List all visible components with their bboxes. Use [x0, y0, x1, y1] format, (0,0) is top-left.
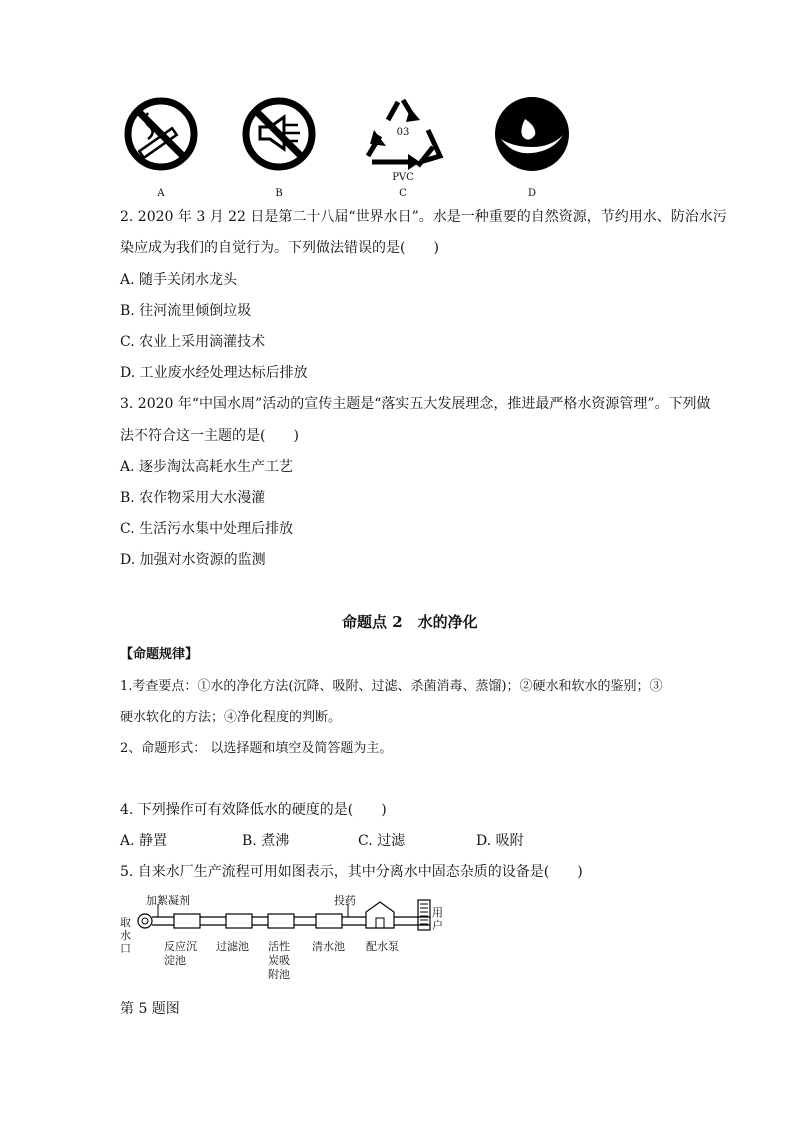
q3-option-c: C. 生活污水集中处理后排放 [120, 521, 294, 537]
q2-option-a: A. 随手关闭水龙头 [120, 272, 238, 288]
q3-stem-line2: 法不符合这一主题的是( ) [120, 428, 299, 444]
q2-option-c: C. 农业上采用滴灌技术 [120, 334, 266, 350]
symbol-label-c: C [399, 188, 407, 199]
q4-option-b: B. 煮沸 [242, 833, 290, 849]
recycle-text: PVC [392, 172, 414, 183]
intake-pump-shape [138, 914, 152, 928]
q3-option-d: D. 加强对水资源的监测 [120, 552, 266, 568]
clear-water-tank-shape [316, 914, 342, 928]
pump-house-shape [366, 902, 394, 928]
symbol-label-b: B [275, 188, 283, 199]
intake-label: 取 水 口 [120, 916, 131, 955]
q2-option-b: B. 往河流里倾倒垃圾 [120, 303, 252, 319]
no-smoking-icon [122, 95, 200, 177]
q2-option-d: D. 工业废水经处理达标后排放 [120, 365, 308, 381]
q3-option-b: B. 农作物采用大水漫灌 [120, 490, 266, 506]
clear-water-tank-label: 清水池 [312, 940, 345, 953]
filter-tank-shape [226, 914, 252, 928]
q3-stem-line1: 3. 2020 年“中国水周”活动的宣传主题是“落实五大发展理念，推进最严格水资源管理”。下列做 [120, 396, 711, 412]
q4-option-a: A. 静置 [120, 833, 168, 849]
rule-heading: 【命题规律】 [120, 647, 199, 662]
q2-stem-line2: 染应成为我们的自觉行为。下列做法错误的是( ) [120, 240, 439, 256]
pump-label: 配水泵 [366, 940, 399, 953]
user-label: 用 户 [432, 906, 443, 932]
q2-stem-line1: 2. 2020 年 3 月 22 日是第二十八届“世界水日”。水是一种重要的自然资源，节约用水、防治水污 [120, 209, 727, 225]
q5-caption: 第 5 题图 [120, 1001, 180, 1017]
symbol-label-d: D [527, 188, 537, 199]
no-honking-icon [240, 95, 318, 177]
q4-option-d: D. 吸附 [476, 833, 524, 849]
coagulant-label: 加絮凝剂 [146, 894, 190, 907]
rule-point-2: 2、命题形式： 以选择题和填空及简答题为主。 [120, 741, 393, 756]
q4-option-c: C. 过滤 [358, 833, 406, 849]
q4-stem: 4. 下列操作可有效降低水的硬度的是( ) [120, 802, 387, 818]
carbon-tank-shape [268, 914, 294, 928]
dosing-label: 投药 [334, 894, 356, 907]
reaction-tank-shape [174, 914, 200, 928]
symbol-label-a: A [157, 188, 165, 199]
carbon-tank-label: 活性 炭吸 附池 [268, 940, 290, 981]
filter-tank-label: 过滤池 [216, 940, 249, 953]
q3-option-a: A. 逐步淘汰高耗水生产工艺 [120, 459, 294, 475]
reaction-tank-label: 反应沉 淀池 [164, 940, 197, 967]
rule-point-1-line2: 硬水软化的方法；④净化程度的判断。 [120, 710, 342, 725]
rule-point-1-line1: 1.考查要点：①水的净化方法(沉降、吸附、过滤、杀菌消毒、蒸馏)；②硬水和软水的鉴别；③ [120, 679, 663, 694]
water-saving-icon [493, 95, 571, 177]
recycle-code: 03 [396, 127, 410, 138]
q5-stem: 5. 自来水厂生产流程可用如图表示，其中分离水中固态杂质的设备是( ) [120, 864, 583, 880]
section-title: 命题点 2 水的净化 [342, 613, 478, 631]
